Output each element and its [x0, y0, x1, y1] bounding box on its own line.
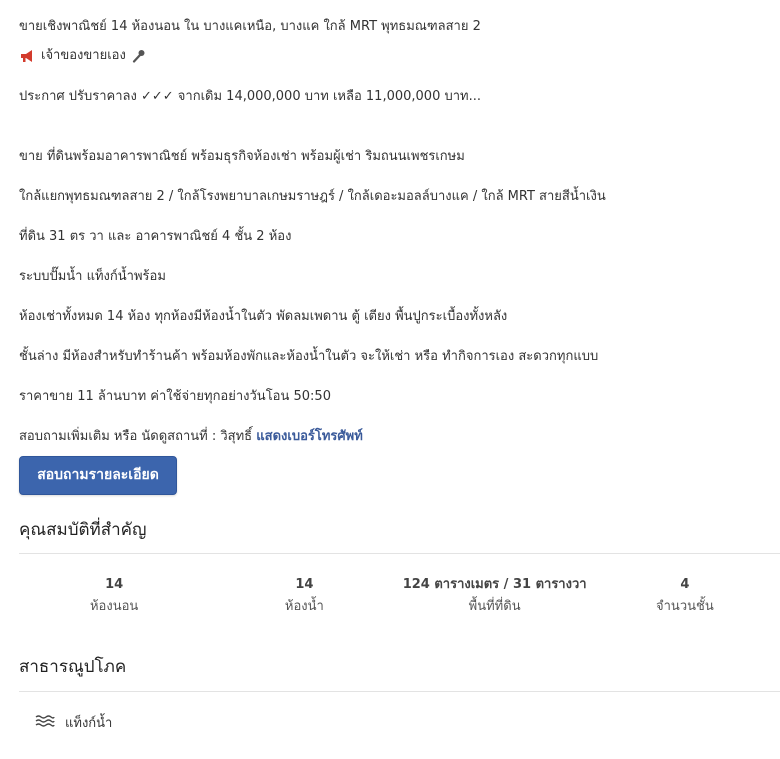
- stat-label: ห้องน้ำ: [284, 599, 324, 614]
- divider: [19, 553, 780, 554]
- stat-floors: [590, 575, 780, 625]
- owner-tag: [19, 47, 146, 65]
- description-line: ที่ดิน 31 ตร วา และ อาคารพาณิชย์ 4 ชั้น 2 ห้อง: [19, 229, 292, 244]
- stat-value: 4: [680, 577, 690, 592]
- megaphone-icon: [19, 49, 35, 63]
- description-line: ชั้นล่าง มีห้องสำหรับทำร้านค้า พร้อมห้องพักและห้องน้ำในตัว จะให้เช่า หรือ ทำกิจการเอง สะดวกทุกแบบ: [19, 349, 599, 364]
- owner-tag-label: เจ้าของขายเอง: [41, 48, 126, 63]
- stat-label: ห้องนอน: [89, 599, 139, 614]
- show-phone-link[interactable]: แสดงเบอร์โทรศัพท์: [256, 429, 363, 444]
- stat-value: 14: [105, 577, 124, 592]
- listing-title: ขายเชิงพาณิชย์ 14 ห้องนอน ใน บางแคเหนือ, บางแค ใกล้ MRT พุทธมณฑลสาย 2: [19, 19, 481, 34]
- stat-value: 124 ตารางเมตร / 31 ตารางวา: [402, 577, 587, 592]
- stat-land-area: [400, 575, 590, 625]
- amenity-label: แท็งก์น้ำ: [65, 716, 113, 731]
- microphone-icon: [132, 49, 146, 63]
- key-features-title: คุณสมบัติที่สำคัญ: [19, 520, 147, 540]
- inquire-details-button[interactable]: สอบถามรายละเอียด: [19, 456, 177, 495]
- stat-bedrooms: [19, 575, 209, 625]
- stat-label: พื้นที่ที่ดิน: [468, 599, 521, 614]
- amenities-title: สาธารณูปโภค: [19, 657, 127, 677]
- contact-prefix: สอบถามเพิ่มเติม หรือ นัดดูสถานที่ : วิสุทธิ์: [19, 429, 253, 444]
- description-line: ขาย ที่ดินพร้อมอาคารพาณิชย์ พร้อมธุรกิจห้องเช่า พร้อมผู้เช่า ริมถนนเพชรเกษม: [19, 149, 465, 164]
- amenity-item-water-tank: [35, 712, 112, 733]
- description-line: ใกล้แยกพุทธมณฑลสาย 2 / ใกล้โรงพยาบาลเกษมราษฎร์ / ใกล้เดอะมอลล์บางแค / ใกล้ MRT สายสีน้ำเงิน: [19, 189, 606, 204]
- description-line: ระบบปั๊มน้ำ แท็งก์น้ำพร้อม: [19, 269, 166, 284]
- divider: [19, 691, 780, 692]
- water-waves-icon: [35, 714, 55, 732]
- key-features-stats: [19, 575, 780, 625]
- stat-bathrooms: [209, 575, 399, 625]
- stat-value: 14: [295, 577, 314, 592]
- price-announcement: ประกาศ ปรับราคาลง ✓✓✓ จากเดิม 14,000,000 บาท เหลือ 11,000,000 บาท...: [19, 89, 481, 104]
- contact-line: [19, 428, 363, 446]
- description-line: ห้องเช่าทั้งหมด 14 ห้อง ทุกห้องมีห้องน้ำในตัว พัดลมเพดาน ตู้ เตียง พื้นปูกระเบื้องทั้งหลัง: [19, 309, 508, 324]
- stat-label: จำนวนชั้น: [656, 599, 714, 614]
- description-line: ราคาขาย 11 ล้านบาท ค่าใช้จ่ายทุกอย่างวันโอน 50:50: [19, 389, 331, 404]
